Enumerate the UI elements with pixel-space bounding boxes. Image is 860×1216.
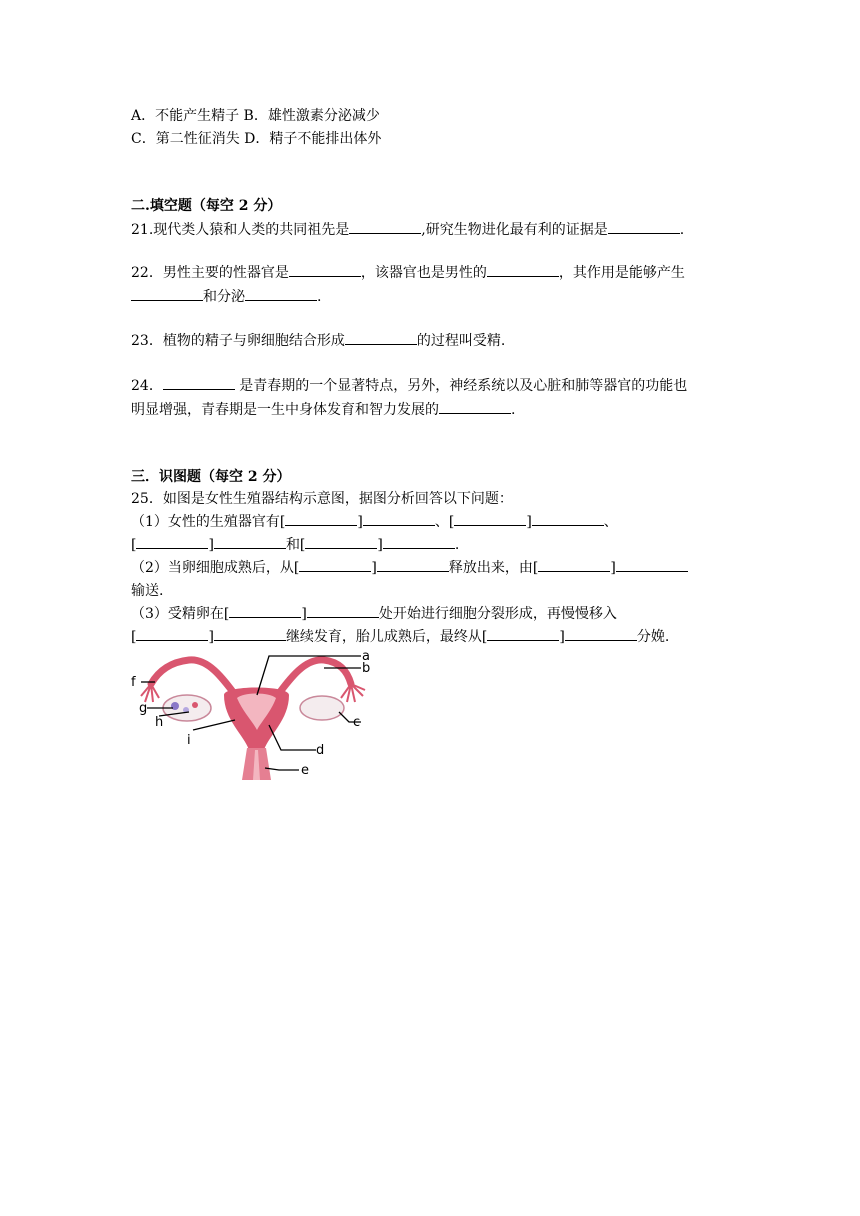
answer-blank[interactable]: [487, 625, 559, 641]
diagram-label-g: g: [139, 701, 148, 716]
question-21: [131, 218, 684, 242]
answer-blank[interactable]: [383, 533, 455, 549]
question-25-part1-line1: [131, 510, 618, 534]
follicle: [192, 702, 198, 708]
q25-p1-text: （1）女性的生殖器官有[: [131, 514, 286, 530]
answer-blank[interactable]: [532, 510, 604, 526]
answer-blank[interactable]: [214, 533, 286, 549]
question-25-part3-line2: [131, 625, 669, 649]
separator: 、: [603, 514, 618, 530]
answer-blank[interactable]: [136, 533, 208, 549]
left-fimbriae: [141, 684, 159, 702]
diagram-label-f: f: [131, 675, 136, 690]
period: .: [454, 537, 460, 553]
answer-blank[interactable]: [131, 285, 203, 301]
bracket-close: ]: [357, 514, 363, 530]
answer-blank[interactable]: [214, 625, 286, 641]
answer-blank[interactable]: [454, 510, 526, 526]
section2-title: 二.填空题（每空 2 分）: [131, 198, 282, 214]
diagram-label-a: a: [362, 650, 370, 664]
answer-blank[interactable]: [299, 556, 371, 572]
answer-blank[interactable]: [285, 510, 357, 526]
question-23: [131, 329, 505, 353]
question-25-part1-line2: [131, 533, 459, 557]
bracket-close: ]: [301, 606, 307, 622]
bracket-close: ]: [208, 629, 214, 645]
separator: 、[: [434, 514, 455, 530]
q25-p2-text-b: 释放出来，由[: [448, 560, 539, 576]
diagram-label-h: h: [155, 715, 164, 730]
answer-blank[interactable]: [487, 261, 559, 277]
answer-blank[interactable]: [377, 556, 449, 572]
question-25-part3-line1: [131, 602, 617, 626]
q24-text-c: 明显增强，青春期是一生中身体发育和智力发展的: [131, 402, 439, 418]
diagram-label-c: c: [353, 715, 361, 730]
choice-line-cd: C．第二性征消失 D．精子不能排出体外: [131, 131, 382, 147]
diagram-label-i: i: [187, 733, 191, 748]
q21-text-c: .: [679, 222, 685, 238]
bracket-close: ]: [208, 537, 214, 553]
q24-text-d: .: [511, 402, 516, 418]
question-22-line1: [131, 261, 685, 285]
answer-blank[interactable]: [538, 556, 610, 572]
answer-blank[interactable]: [305, 533, 377, 549]
right-ovary: [300, 696, 344, 720]
q25-p3-text-d: 分娩.: [636, 629, 670, 645]
answer-blank[interactable]: [245, 285, 317, 301]
answer-blank[interactable]: [289, 261, 361, 277]
answer-blank[interactable]: [565, 625, 637, 641]
answer-blank[interactable]: [616, 556, 688, 572]
answer-blank[interactable]: [363, 510, 435, 526]
question-25-part2-line2: 输送.: [131, 583, 164, 599]
q25-p2-text: （2）当卵细胞成熟后，从[: [131, 560, 300, 576]
bracket-open: [: [131, 537, 137, 553]
answer-blank[interactable]: [345, 329, 417, 345]
answer-blank[interactable]: [229, 602, 301, 618]
bracket-close: ]: [377, 537, 383, 553]
bracket-open: [: [131, 629, 137, 645]
question-24-line2: [131, 398, 515, 422]
q22-text-c: ，其作用是能够产生: [558, 265, 685, 281]
q23-text-b: 的过程叫受精.: [416, 333, 506, 349]
diagram-label-d: d: [316, 743, 325, 758]
q24-text-a: 24．: [131, 378, 163, 394]
q22-text-b: ，该器官也是男性的: [360, 265, 487, 281]
q25-p3-text-c: 继续发育，胎儿成熟后，最终从[: [285, 629, 488, 645]
q22-text-a: 22．男性主要的性器官是: [131, 265, 289, 281]
answer-blank[interactable]: [608, 218, 680, 234]
q24-text-b: 是青春期的一个显著特点，另外，神经系统以及心脏和肺等器官的功能也: [234, 378, 688, 394]
bracket-close: ]: [559, 629, 565, 645]
bracket-close: ]: [610, 560, 616, 576]
q21-text-a: 21.现代类人猿和人类的共同祖先是: [131, 222, 350, 238]
diagram-label-b: b: [362, 661, 371, 676]
q21-text-b: ,研究生物进化最有利的证据是: [421, 222, 608, 238]
diagram-label-e: e: [301, 763, 309, 778]
question-25-intro: 25．如图是女性生殖器结构示意图，据图分析回答以下问题：: [131, 491, 513, 507]
q22-text-e: .: [317, 289, 322, 305]
q22-text-d: 和分泌: [203, 289, 245, 305]
bracket-close: ]: [526, 514, 532, 530]
q25-p3-text-b: 处开始进行细胞分裂形成，再慢慢移入: [378, 606, 617, 622]
answer-blank[interactable]: [163, 374, 235, 390]
bracket-close: ]: [371, 560, 377, 576]
right-fimbriae: [341, 684, 365, 702]
answer-blank[interactable]: [136, 625, 208, 641]
female-reproductive-diagram: [129, 650, 379, 780]
section3-title: 三．识图题（每空 2 分）: [131, 469, 291, 485]
answer-blank[interactable]: [349, 218, 421, 234]
choice-line-ab: A．不能产生精子 B．雄性激素分泌减少: [131, 108, 380, 124]
q25-p3-text: （3）受精卵在[: [131, 606, 230, 622]
answer-blank[interactable]: [307, 602, 379, 618]
question-24-line1: [131, 374, 687, 398]
question-22-line2: [131, 285, 321, 309]
follicle: [171, 702, 179, 710]
and-text: 和[: [285, 537, 306, 553]
answer-blank[interactable]: [439, 398, 511, 414]
q23-text-a: 23．植物的精子与卵细胞结合形成: [131, 333, 345, 349]
question-25-part2-line1: [131, 556, 688, 580]
